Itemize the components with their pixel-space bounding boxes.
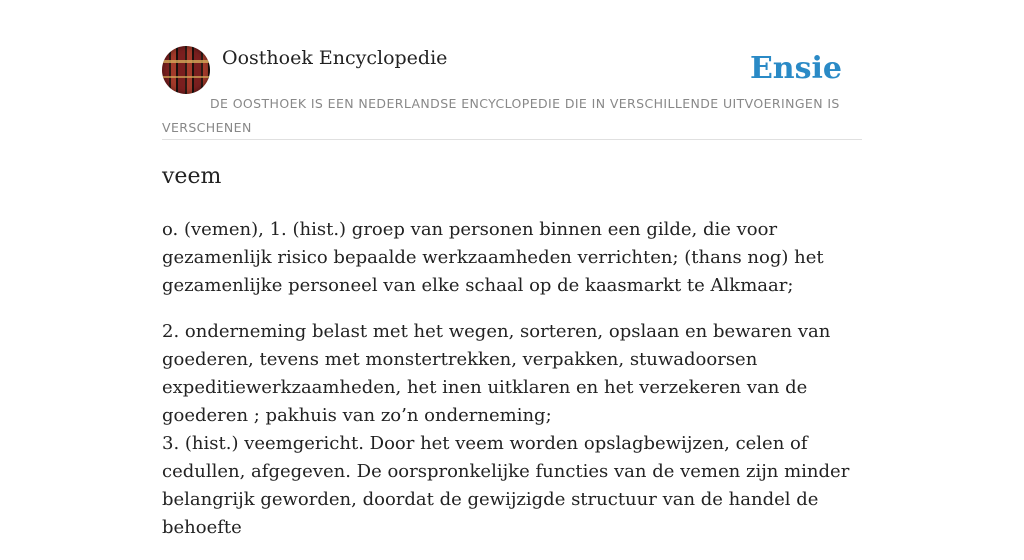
- entry-headword: veem: [162, 164, 222, 189]
- entry-paragraph-3: 3. (hist.) veemgericht. Door het veem worden opslagbewijzen, celen of cedullen, afgegeven. De oorspronkelijke functies van de vemen zijn minder belangrijk geworden, doordat de gewijzigde structuur van de handel de behoefte: [162, 433, 850, 538]
- entry-paragraph-1: o. (vemen), 1. (hist.) groep van personen binnen een gilde, die voor gezamenlijk risico bepaalde werkzaamheden verrichten; (thans nog) het gezamenlijke personeel van elke schaal op de kaasmarkt te Alkmaar;: [162, 219, 824, 296]
- site-title[interactable]: Oosthoek Encyclopedie: [222, 47, 448, 69]
- site-tagline: DE OOSTHOEK IS EEN NEDERLANDSE ENCYCLOPEDIE DIE IN VERSCHILLENDE UITVOERINGEN IS VERSCHENEN: [162, 96, 840, 135]
- site-header: [162, 46, 862, 140]
- entry-content: [162, 216, 862, 560]
- entry-paragraph-2: 2. onderneming belast met het wegen, sorteren, opslaan en bewaren van goederen, tevens met monstertrekken, verpakken, stuwadoorsen expeditiewerkzaamheden, het inen uitklaren en het verzekeren van de goederen ; pakhuis van zo’n onderneming;: [162, 321, 831, 426]
- brand-logo[interactable]: Ensie: [749, 51, 842, 86]
- header-divider: [162, 139, 862, 140]
- site-avatar[interactable]: [162, 46, 210, 94]
